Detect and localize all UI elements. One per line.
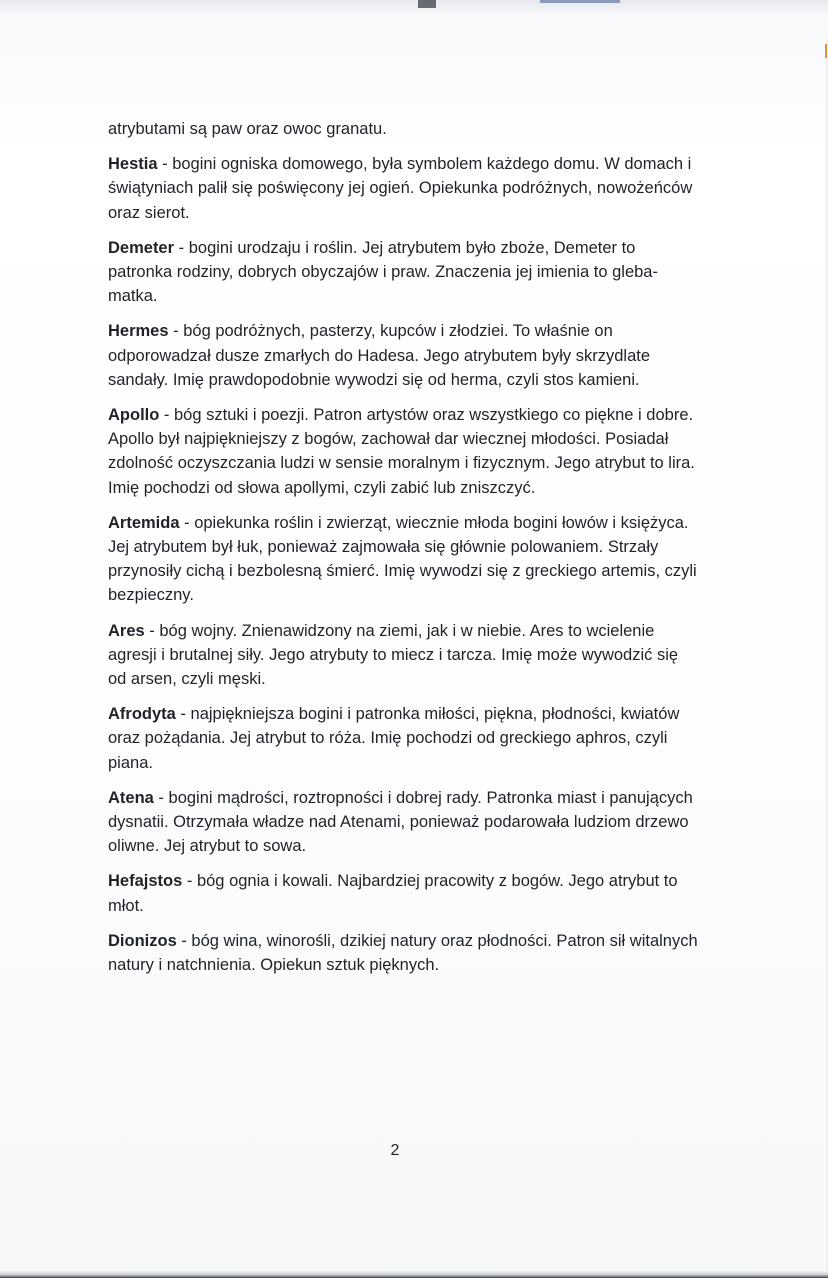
entry-description: bóg sztuki i poezji. Patron artystów oraz wszystkiego co piękne i dobre. Apollo był najpiękniejszy z bogów, zachował dar wiecznej młodości. Posiadał zdolność oczyszczania ludzi w sensie moralnym i fizycznym. Jego atrybut to lira. Imię pochodzi od słowa apollymi, czyli zabić lub zniszczyć. (108, 406, 695, 497)
entry-separator: - (179, 513, 195, 532)
entry-description: bóg ognia i kowali. Najbardziej pracowity z bogów. Jego atrybut to młot. (108, 872, 678, 915)
entry-description: najpiękniejsza bogini i patronka miłości, piękna, płodności, kwiatów oraz pożądania. Jej atrybut to róża. Imię pochodzi od greckiego aphros, czyli piana. (108, 705, 680, 772)
entry-dionizos (108, 929, 698, 977)
entry-term: Demeter (108, 238, 175, 257)
entry-description: opiekunka roślin i zwierząt, wiecznie młoda bogini łowów i księżyca. Jej atrybutem był łuk, ponieważ zajmowała się głównie polowaniem. Strzały przynosiły cichą i bezbolesną śmierć. Imię wywodzi się z greckiego artemis, czyli bezpieczny. (108, 513, 697, 605)
entry-description: bogini ogniska domowego, była symbolem każdego domu. W domach i świątyniach palił się poświęcony jej ogień. Opiekunka podróżnych, nowożeńców oraz sierot. (108, 155, 693, 222)
entry-separator: - (153, 788, 169, 807)
entry-term: Artemida (108, 513, 180, 532)
document-body (108, 117, 698, 988)
entry-term: Dionizos (108, 931, 177, 950)
entry-description: bogini mądrości, roztropności i dobrej rady. Patronka miast i panujących dysnatii. Otrzymała władze nad Atenami, ponieważ podarowała ludziom drzewo oliwne. Jej atrybut to sowa. (108, 788, 693, 856)
entry-separator: - (168, 322, 184, 341)
entry-description: bóg wojny. Znienawidzony na ziemi, jak i w niebie. Ares to wcielenie agresji i brutalnej siły. Jego atrybuty to miecz i tarcza. Imię może wywodzić się od arsen, czyli męski. (108, 621, 679, 689)
entry-description: bogini urodzaju i roślin. Jej atrybutem było zboże, Demeter to patronka rodziny, dobrych obyczajów i praw. Znaczenia jej imienia to gleba-matka. (108, 238, 658, 306)
scan-artifact (540, 0, 620, 3)
scan-artifact (418, 0, 436, 8)
entry-separator: - (182, 872, 197, 891)
entry-separator: - (157, 155, 173, 174)
entry-term: Atena (108, 788, 154, 807)
entry-term: Apollo (108, 406, 160, 425)
entry-separator: - (159, 406, 174, 425)
entry-separator: - (144, 621, 160, 640)
scan-top-edge (0, 0, 828, 14)
entry-afrodyta (108, 702, 698, 775)
entry-demeter (108, 236, 698, 309)
entry-term: Afrodyta (108, 705, 176, 724)
entry-hefajstos (108, 869, 698, 917)
entry-term: Hermes (108, 322, 169, 341)
entry-hestia (108, 152, 698, 225)
entry-description: bóg wina, winorośli, dzikiej natury oraz płodności. Patron sił witalnych natury i natchnienia. Opiekun sztuk pięknych. (108, 931, 698, 975)
entry-artemida (108, 511, 698, 608)
entry-hermes (108, 319, 698, 392)
entry-atena (108, 786, 698, 859)
entry-term: Hestia (108, 155, 158, 174)
entry-term: Ares (108, 621, 145, 640)
entry-ares (108, 619, 698, 692)
entry-separator: - (175, 705, 191, 724)
page-bottom-edge (0, 1270, 828, 1278)
entry-description: bóg podróżnych, pasterzy, kupców i złodziei. To właśnie on odporowadzał dusze zmarłych do Hadesa. Jego atrybutem były skrzydlate sandały. Imię prawdopodobnie wywodzi się od herma, czyli stos kamieni. (108, 322, 651, 389)
entry-term: Hefajstos (108, 872, 183, 891)
page-number: 2 (390, 1142, 400, 1159)
page-edge-mark (825, 44, 827, 58)
page-right-edge (824, 40, 828, 1278)
opening-line: atrybutami są paw oraz owoc granatu. (108, 120, 387, 138)
entry-apollo (108, 403, 698, 500)
entry-separator: - (174, 238, 189, 257)
entry-separator: - (176, 931, 192, 950)
